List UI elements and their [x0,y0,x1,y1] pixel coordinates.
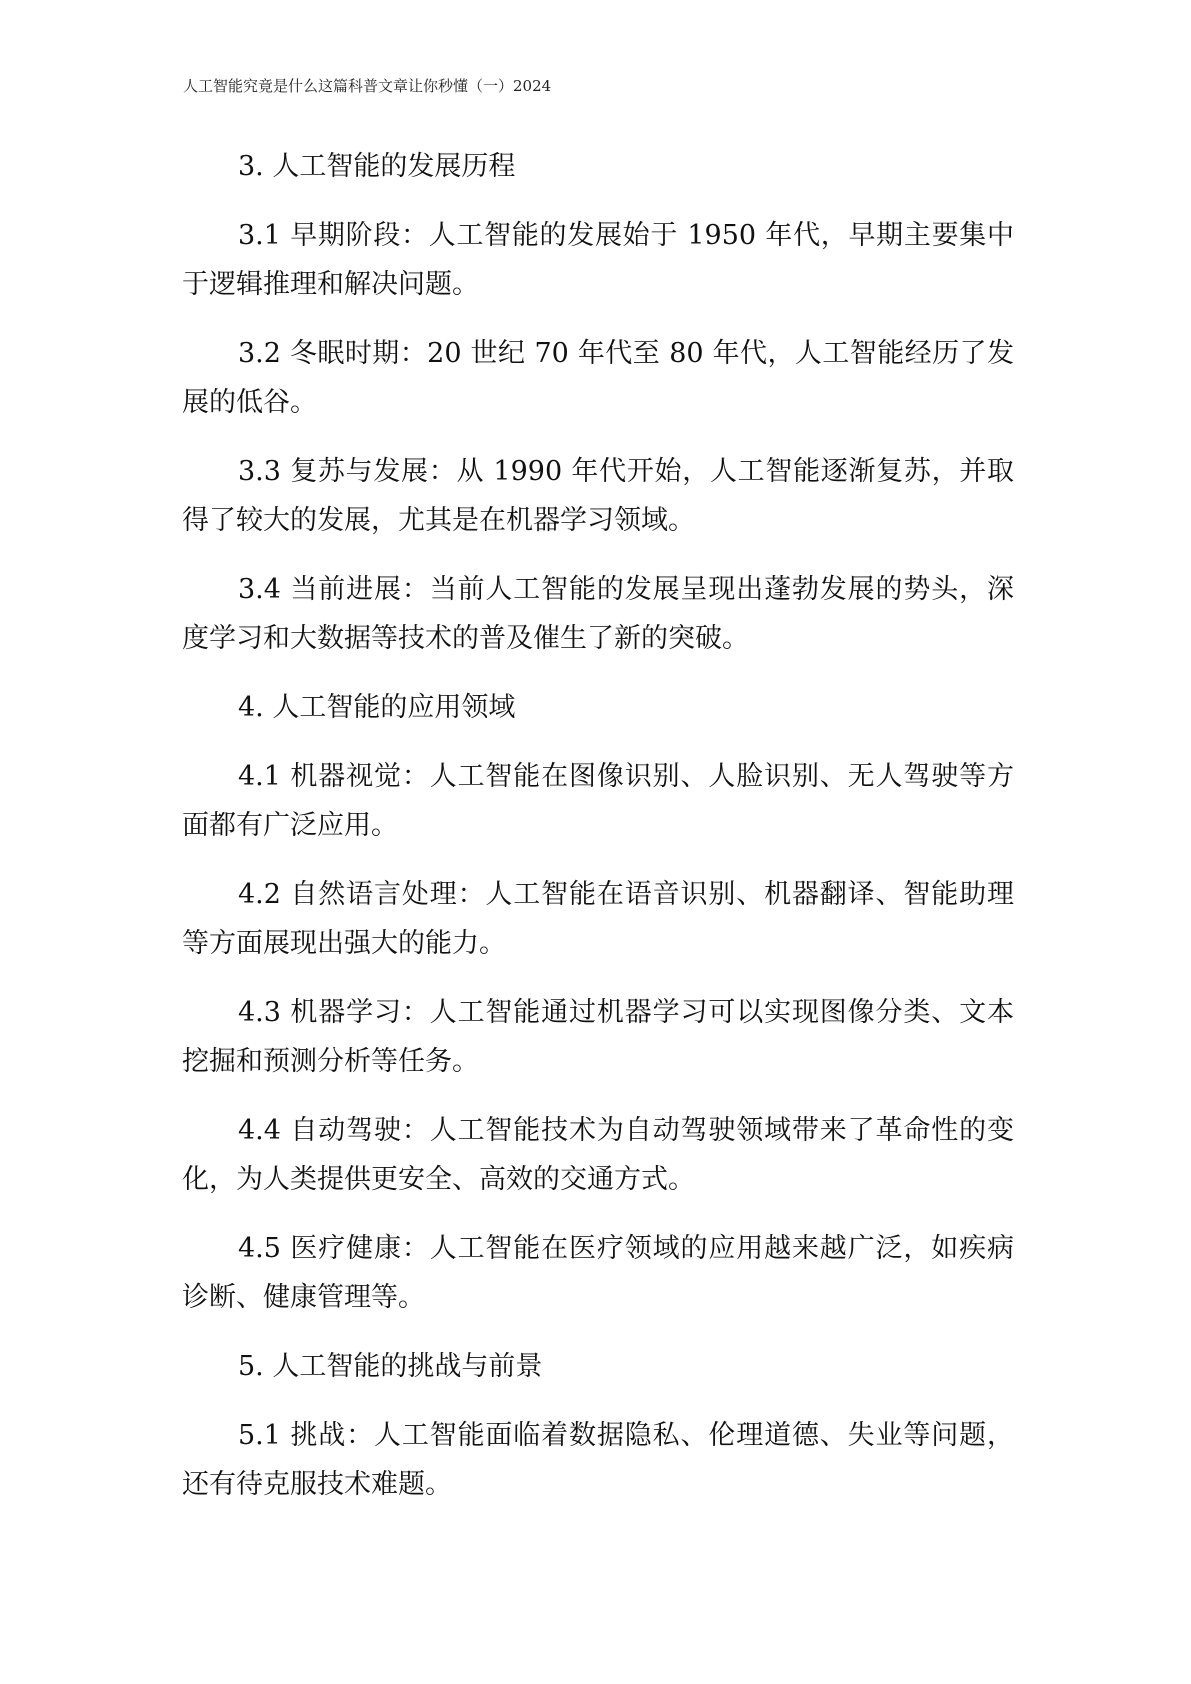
paragraph-4-3: 4.3 机器学习：人工智能通过机器学习可以实现图像分类、文本挖掘和预测分析等任务。 [182,997,1014,1077]
paragraph-3-4: 3.4 当前进展：当前人工智能的发展呈现出蓬勃发展的势头，深度学习和大数据等技术的普及催生了新的突破。 [182,574,1014,654]
paragraph-5-1: 5.1 挑战：人工智能面临着数据隐私、伦理道德、失业等问题，还有待克服技术难题。 [182,1420,1014,1500]
section-heading-3: 3. 人工智能的发展历程 [238,151,516,182]
section-heading-4: 4. 人工智能的应用领域 [238,692,516,723]
paragraph-4-1: 4.1 机器视觉：人工智能在图像识别、人脸识别、无人驾驶等方面都有广泛应用。 [182,761,1014,841]
paragraph-4-5: 4.5 医疗健康：人工智能在医疗领域的应用越来越广泛，如疾病诊断、健康管理等。 [182,1233,1014,1313]
paragraph-3-1: 3.1 早期阶段：人工智能的发展始于 1950 年代，早期主要集中于逻辑推理和解决问题。 [182,220,1014,300]
paragraph-4-2: 4.2 自然语言处理：人工智能在语音识别、机器翻译、智能助理等方面展现出强大的能力。 [182,879,1014,959]
paragraph-4-4: 4.4 自动驾驶：人工智能技术为自动驾驶领域带来了革命性的变化，为人类提供更安全、高效的交通方式。 [182,1115,1014,1195]
section-heading-5: 5. 人工智能的挑战与前景 [238,1351,543,1382]
paragraph-3-2: 3.2 冬眠时期：20 世纪 70 年代至 80 年代，人工智能经历了发展的低谷。 [182,338,1014,418]
paragraph-3-3: 3.3 复苏与发展：从 1990 年代开始，人工智能逐渐复苏，并取得了较大的发展，尤其是在机器学习领域。 [182,456,1014,536]
running-header: 人工智能究竟是什么这篇科普文章让你秒懂（一）2024 [183,77,552,95]
document-body [182,142,1014,1529]
